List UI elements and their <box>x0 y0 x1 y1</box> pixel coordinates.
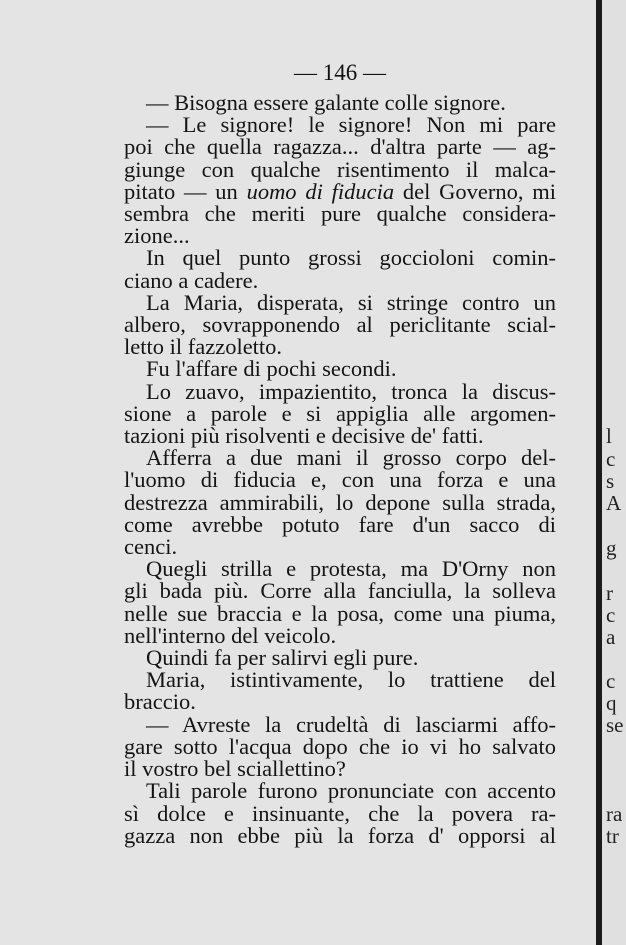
next-page-fragment: a <box>606 625 616 649</box>
text-line: — Bisogna essere galante colle signore. <box>146 90 506 115</box>
text-line: albero, sovrapponendo al periclitante scial- <box>124 312 556 338</box>
text-line: sembra che meriti pure qualche considera- <box>124 201 556 227</box>
text-line: Maria, istintivamente, lo trattiene del <box>146 667 556 693</box>
text-line: sione a parole e si appiglia alle argomen- <box>124 400 556 426</box>
text-line: poi che quella ragazza... d'altra parte — ag- <box>124 134 556 160</box>
text-line: Quegli strilla e protesta, ma D'Orny non <box>146 556 556 582</box>
next-page-fragment: ra <box>606 802 623 826</box>
next-page-fragment: c <box>606 669 616 693</box>
next-page-fragment: g <box>606 536 617 560</box>
text-line: il vostro bel sciallettino? <box>124 756 346 782</box>
text-line: sì dolce e insinuante, che la povera ra- <box>124 800 556 826</box>
text-line: gazza non ebbe più la forza d' opporsi al <box>124 822 556 848</box>
text-line: Tali parole furono pronunciate con accento <box>146 778 556 804</box>
text-line: braccio. <box>124 689 196 715</box>
text-line: Lo zuavo, impazientito, tronca la discus- <box>146 378 556 404</box>
next-page-edge <box>602 0 626 945</box>
next-page-fragment: A <box>606 491 622 515</box>
text-line <box>124 178 556 204</box>
text-line: In quel punto grossi goccioloni comin- <box>146 245 556 271</box>
text-line: — Avreste la crudeltà di lasciarmi affo- <box>146 711 556 737</box>
next-page-fragment: tr <box>606 824 619 848</box>
text-line: destrezza ammirabili, lo depone sulla strada, <box>124 489 556 515</box>
text-line: nelle sue braccia e la posa, come una piuma, <box>124 600 556 626</box>
text-line: letto il fazzoletto. <box>124 334 283 360</box>
text-line: Fu l'affare di pochi secondi. <box>146 356 397 382</box>
next-page-fragment: l <box>606 424 612 448</box>
italic-phrase: uomo di fiducia <box>246 178 395 204</box>
next-page-fragment: c <box>606 603 616 627</box>
text-line: ciano a cadere. <box>124 267 259 293</box>
text-line: gli bada più. Corre alla fanciulla, la solleva <box>124 578 556 604</box>
text-line: La Maria, disperata, si stringe contro un <box>146 289 556 315</box>
text-line: l'uomo di fiducia e, con una forza e una <box>124 467 556 493</box>
text-line: come avrebbe potuto fare d'un sacco di <box>124 511 556 537</box>
text-line: tazioni più risolventi e decisive de' fatti. <box>124 423 484 449</box>
text-line: zione... <box>124 223 190 249</box>
text-line: Afferra a due mani il grosso corpo del- <box>146 445 556 471</box>
text-line: gare sotto l'acqua dopo che io vi ho salvato <box>124 733 556 759</box>
text-line: Quindi fa per salirvi egli pure. <box>146 645 419 671</box>
next-page-fragment: q <box>606 691 617 715</box>
next-page-fragment: c <box>606 447 616 471</box>
text-line: cenci. <box>124 534 178 560</box>
next-page-fragment: r <box>606 581 613 605</box>
text-line: nell'interno del veicolo. <box>124 622 337 648</box>
body-text <box>124 92 556 847</box>
text-segment: del Governo, mi <box>394 178 556 204</box>
text-line: giunge con qualche risentimento il malca- <box>124 156 556 182</box>
text-segment: pitato — un <box>124 178 247 204</box>
next-page-fragment: se <box>606 713 624 737</box>
next-page-fragment: s <box>606 469 615 493</box>
page-number: — 146 — <box>294 60 386 85</box>
text-line: — Le signore! le signore! Non mi pare <box>146 112 556 138</box>
